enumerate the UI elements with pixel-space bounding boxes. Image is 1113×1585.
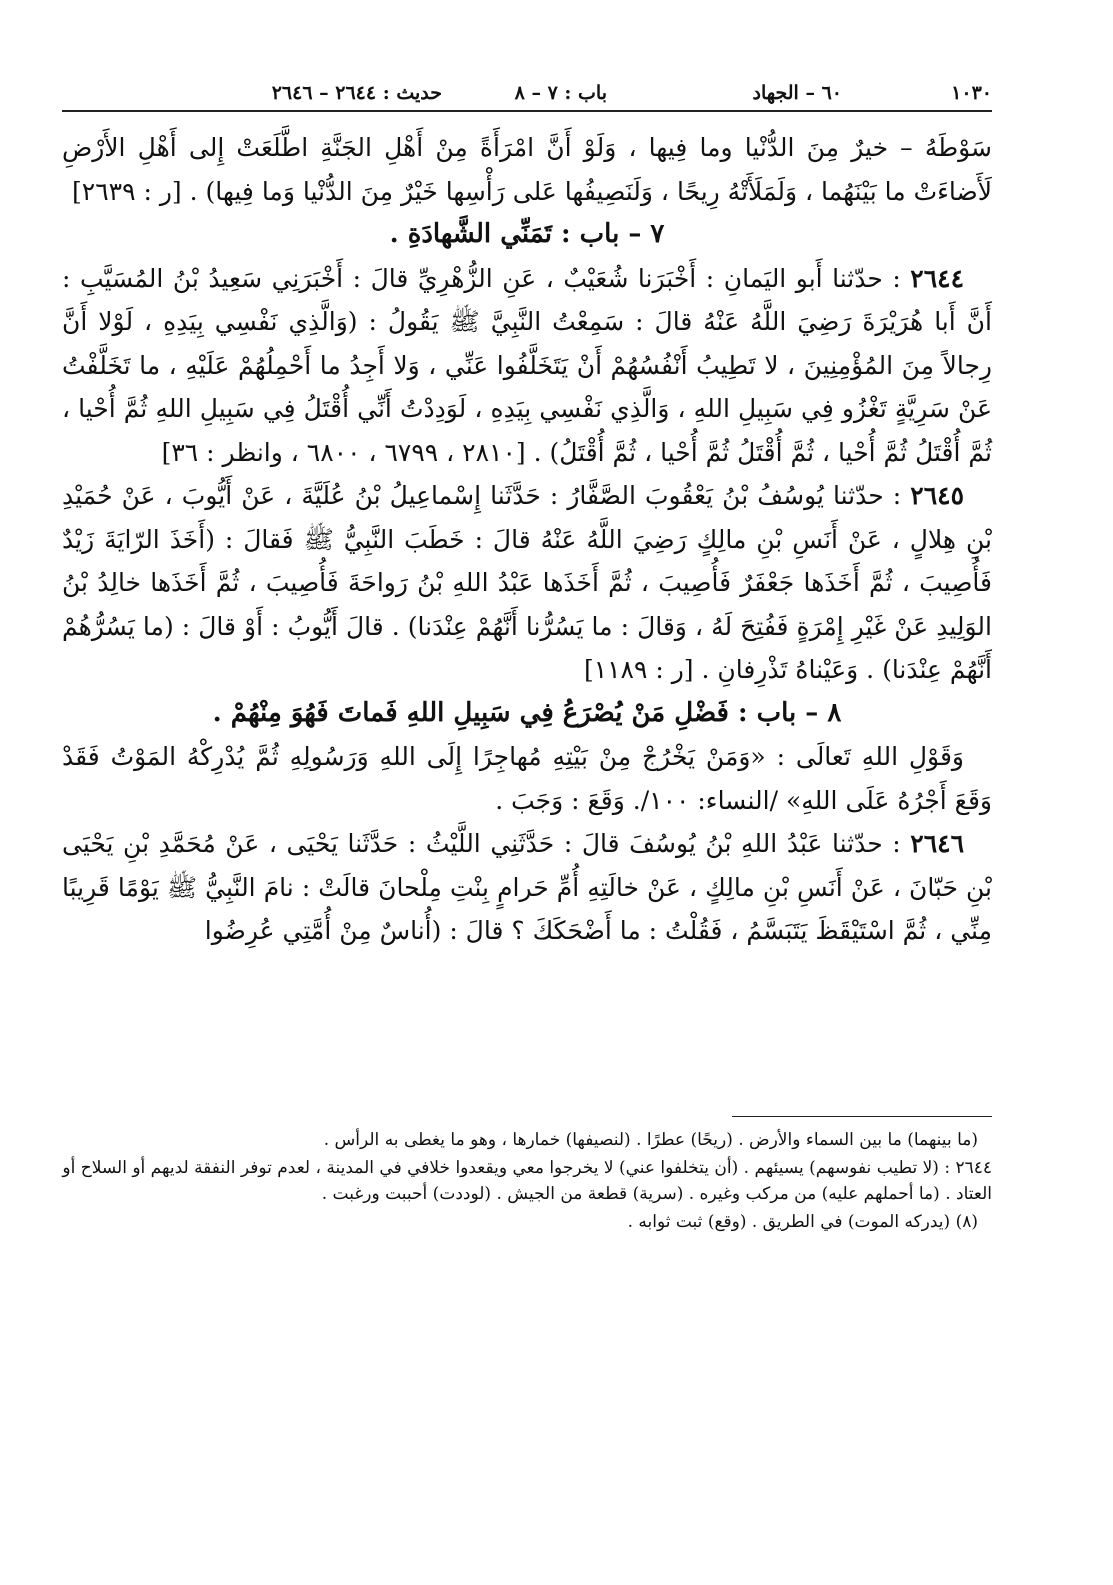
hadith-2645 xyxy=(62,474,992,692)
hadith-number: ٢٦٤٦ xyxy=(910,829,964,858)
hadith-2644 xyxy=(62,257,992,475)
footnote-8: (٨) (يدركه الموت) في الطريق . (وقع) ثبت ثوابه . xyxy=(627,1212,978,1232)
chapter-heading-7: ٧ – باب : تَمَنِّي الشَّهادَةِ . xyxy=(389,219,665,249)
hadith-text: : حدّثنا يُوسُفُ بْنُ يَعْقُوبَ الصَّفَّارُ : حَدَّثَنا إِسْماعِيلُ بْنُ عُلَيَّةَ ، عَنْ أَيُّوبَ ، عَنْ حُمَيْدِ بْنِ هِلالٍ ، عَنْ أَنَسِ بْنِ مالِكٍ رَضِيَ اللَّهُ عَنْهُ قالَ : خَطَبَ النَّبِيُّ ﷺ فَقالَ : (أَخَذَ الرّايَةَ زَيْدٌ فَأُصِيبَ ، ثُمَّ أَخَذَها جَعْفَرٌ فَأُصِيبَ ، ثُمَّ أَخَذَها عَبْدُ اللهِ بْنُ رَواحَةَ فَأُصِيبَ ، ثُمَّ أَخَذَها خالِدُ بْنُ الوَلِيدِ عَنْ غَيْرِ إِمْرَةٍ فَفُتِحَ لَهُ ، وَقالَ : ما يَسُرُّنا أَنَّهُمْ عِنْدَنا) . قالَ أَيُّوبُ : أَوْ قالَ : (ما يَسُرُّهُمْ أَنَّهُمْ عِنْدَنا) . وَعَيْناهُ تَذْرِفانِ . [ر : ١١٨٩] xyxy=(62,481,992,684)
chapter-heading-8: ٨ – باب : فَضْلِ مَنْ يُصْرَعُ فِي سَبِيلِ اللهِ فَماتَ فَهُوَ مِنْهُمْ . xyxy=(212,697,842,728)
page-number: ١٠٣٠ xyxy=(951,82,992,104)
book-title: ٦٠ – الجهاد xyxy=(752,82,842,104)
footnote-1: (ما بينهما) ما بين السماء والأرض . (ريحًا) عطرًا . (لنصيفها) خمارها ، وهو ما يغطى به الرأس . xyxy=(323,1130,978,1150)
running-header xyxy=(62,70,992,112)
footnote-divider xyxy=(732,1116,992,1117)
hadith-number: ٢٦٤٤ xyxy=(910,263,964,293)
page xyxy=(62,70,992,1550)
main-text xyxy=(62,126,992,953)
hadith-2646 xyxy=(62,822,992,953)
footnotes xyxy=(62,1116,992,1237)
hadith-text: : حدّثنا أَبو اليَمانِ : أَخْبَرَنا شُعَيْبٌ ، عَنِ الزُّهْرِيِّ قالَ : أَخْبَرَنِي سَعِيدُ بْنُ المُسَيَّبِ : أَنَّ أَبا هُرَيْرَةَ رَضِيَ اللَّهُ عَنْهُ قالَ : سَمِعْتُ النَّبِيَّ ﷺ يَقُولُ : (وَالَّذِي نَفْسِي بِيَدِهِ ، لَوْلا أَنَّ رِجالاً مِنَ المُؤْمِنِينَ ، لا تَطِيبُ أَنْفُسُهُمْ أَنْ يَتَخَلَّفُوا عَنِّي ، وَلا أَجِدُ ما أَحْمِلُهُمْ عَلَيْهِ ، ما تَخَلَّفْتُ عَنْ سَرِيَّةٍ تَغْزُو فِي سَبِيلِ اللهِ ، وَالَّذِي نَفْسِي بِيَدِهِ ، لَوَدِدْتُ أَنِّي أُقْتَلُ فِي سَبِيلِ اللهِ ثُمَّ أُحْيا ، ثُمَّ أُقْتَلُ ثُمَّ أُحْيا ، ثُمَّ أُقْتَلُ ثُمَّ أُحْيا ، ثُمَّ أُقْتَلُ) . [٢٨١٠ ، ٦٧٩٩ ، ٦٨٠٠ ، وانظر : ٣٦] xyxy=(62,263,992,467)
hadith-text: : حدّثنا عَبْدُ اللهِ بْنُ يُوسُفَ قالَ : حَدَّثَنِي اللَّيْثُ : حَدَّثَنا يَحْيَى ، عَنْ مُحَمَّدِ بْنِ يَحْيَى بْنِ حَبّانَ ، عَنْ أَنَسِ بْنِ مالِكٍ ، عَنْ خالَتِهِ أُمِّ حَرامٍ بِنْتِ مِلْحانَ قالَتْ : نامَ النَّبِيُّ ﷺ يَوْمًا قَرِيبًا مِنِّي ، ثُمَّ اسْتَيْقَظَ يَتَبَسَّمُ ، فَقُلْتُ : ما أَضْحَكَكَ ؟ قالَ : (أُناسٌ مِنْ أُمَّتِي عُرِضُوا xyxy=(62,829,992,945)
chapter-range: باب : ٧ – ٨ xyxy=(514,82,607,104)
hadith-number: ٢٦٤٥ xyxy=(910,481,964,510)
hadith-range: حديث : ٢٦٤٤ – ٢٦٤٦ xyxy=(271,82,442,104)
quran-verse: وَقَوْلِ اللهِ تَعالَى : «وَمَنْ يَخْرُجْ مِنْ بَيْتِهِ مُهاجِرًا إِلَى اللهِ وَرَسُولِهِ ثُمَّ يُدْرِكْهُ المَوْتُ فَقَدْ وَقَعَ أَجْرُهُ عَلَى اللهِ» /النساء: ١٠٠/. وَقَعَ : وَجَبَ . xyxy=(62,742,992,815)
footnote-2644: ٢٦٤٤ : (لا تطيب نفوسهم) يسيئهم . (أن يتخلفوا عني) لا يخرجوا معي ويقعدوا خلافي في المدينة ، لعدم توفر النفقة لديهم أو السلاح أو العتاد . (ما أحملهم عليه) من مركب وغيره . (سرية) قطعة من الجيش . (لوددت) أحببت ورغبت . xyxy=(62,1158,992,1204)
paragraph-continuation: سَوْطَهُ – خيرٌ مِنَ الدُّنْيا وما فِيها ، وَلَوْ أَنَّ امْرَأَةً مِنْ أَهْلِ الجَنَّةِ اطَّلَعَتْ إِلى أَهْلِ الأَرْضِ لَأَضاءَتْ ما بَيْنَهُما ، وَلَمَلَأَتْهُ رِيحًا ، وَلَنَصِيفُها عَلى رَأْسِها خَيْرٌ مِنَ الدُّنْيا وَما فِيها) . [ر : ٢٦٣٩] xyxy=(62,133,992,206)
